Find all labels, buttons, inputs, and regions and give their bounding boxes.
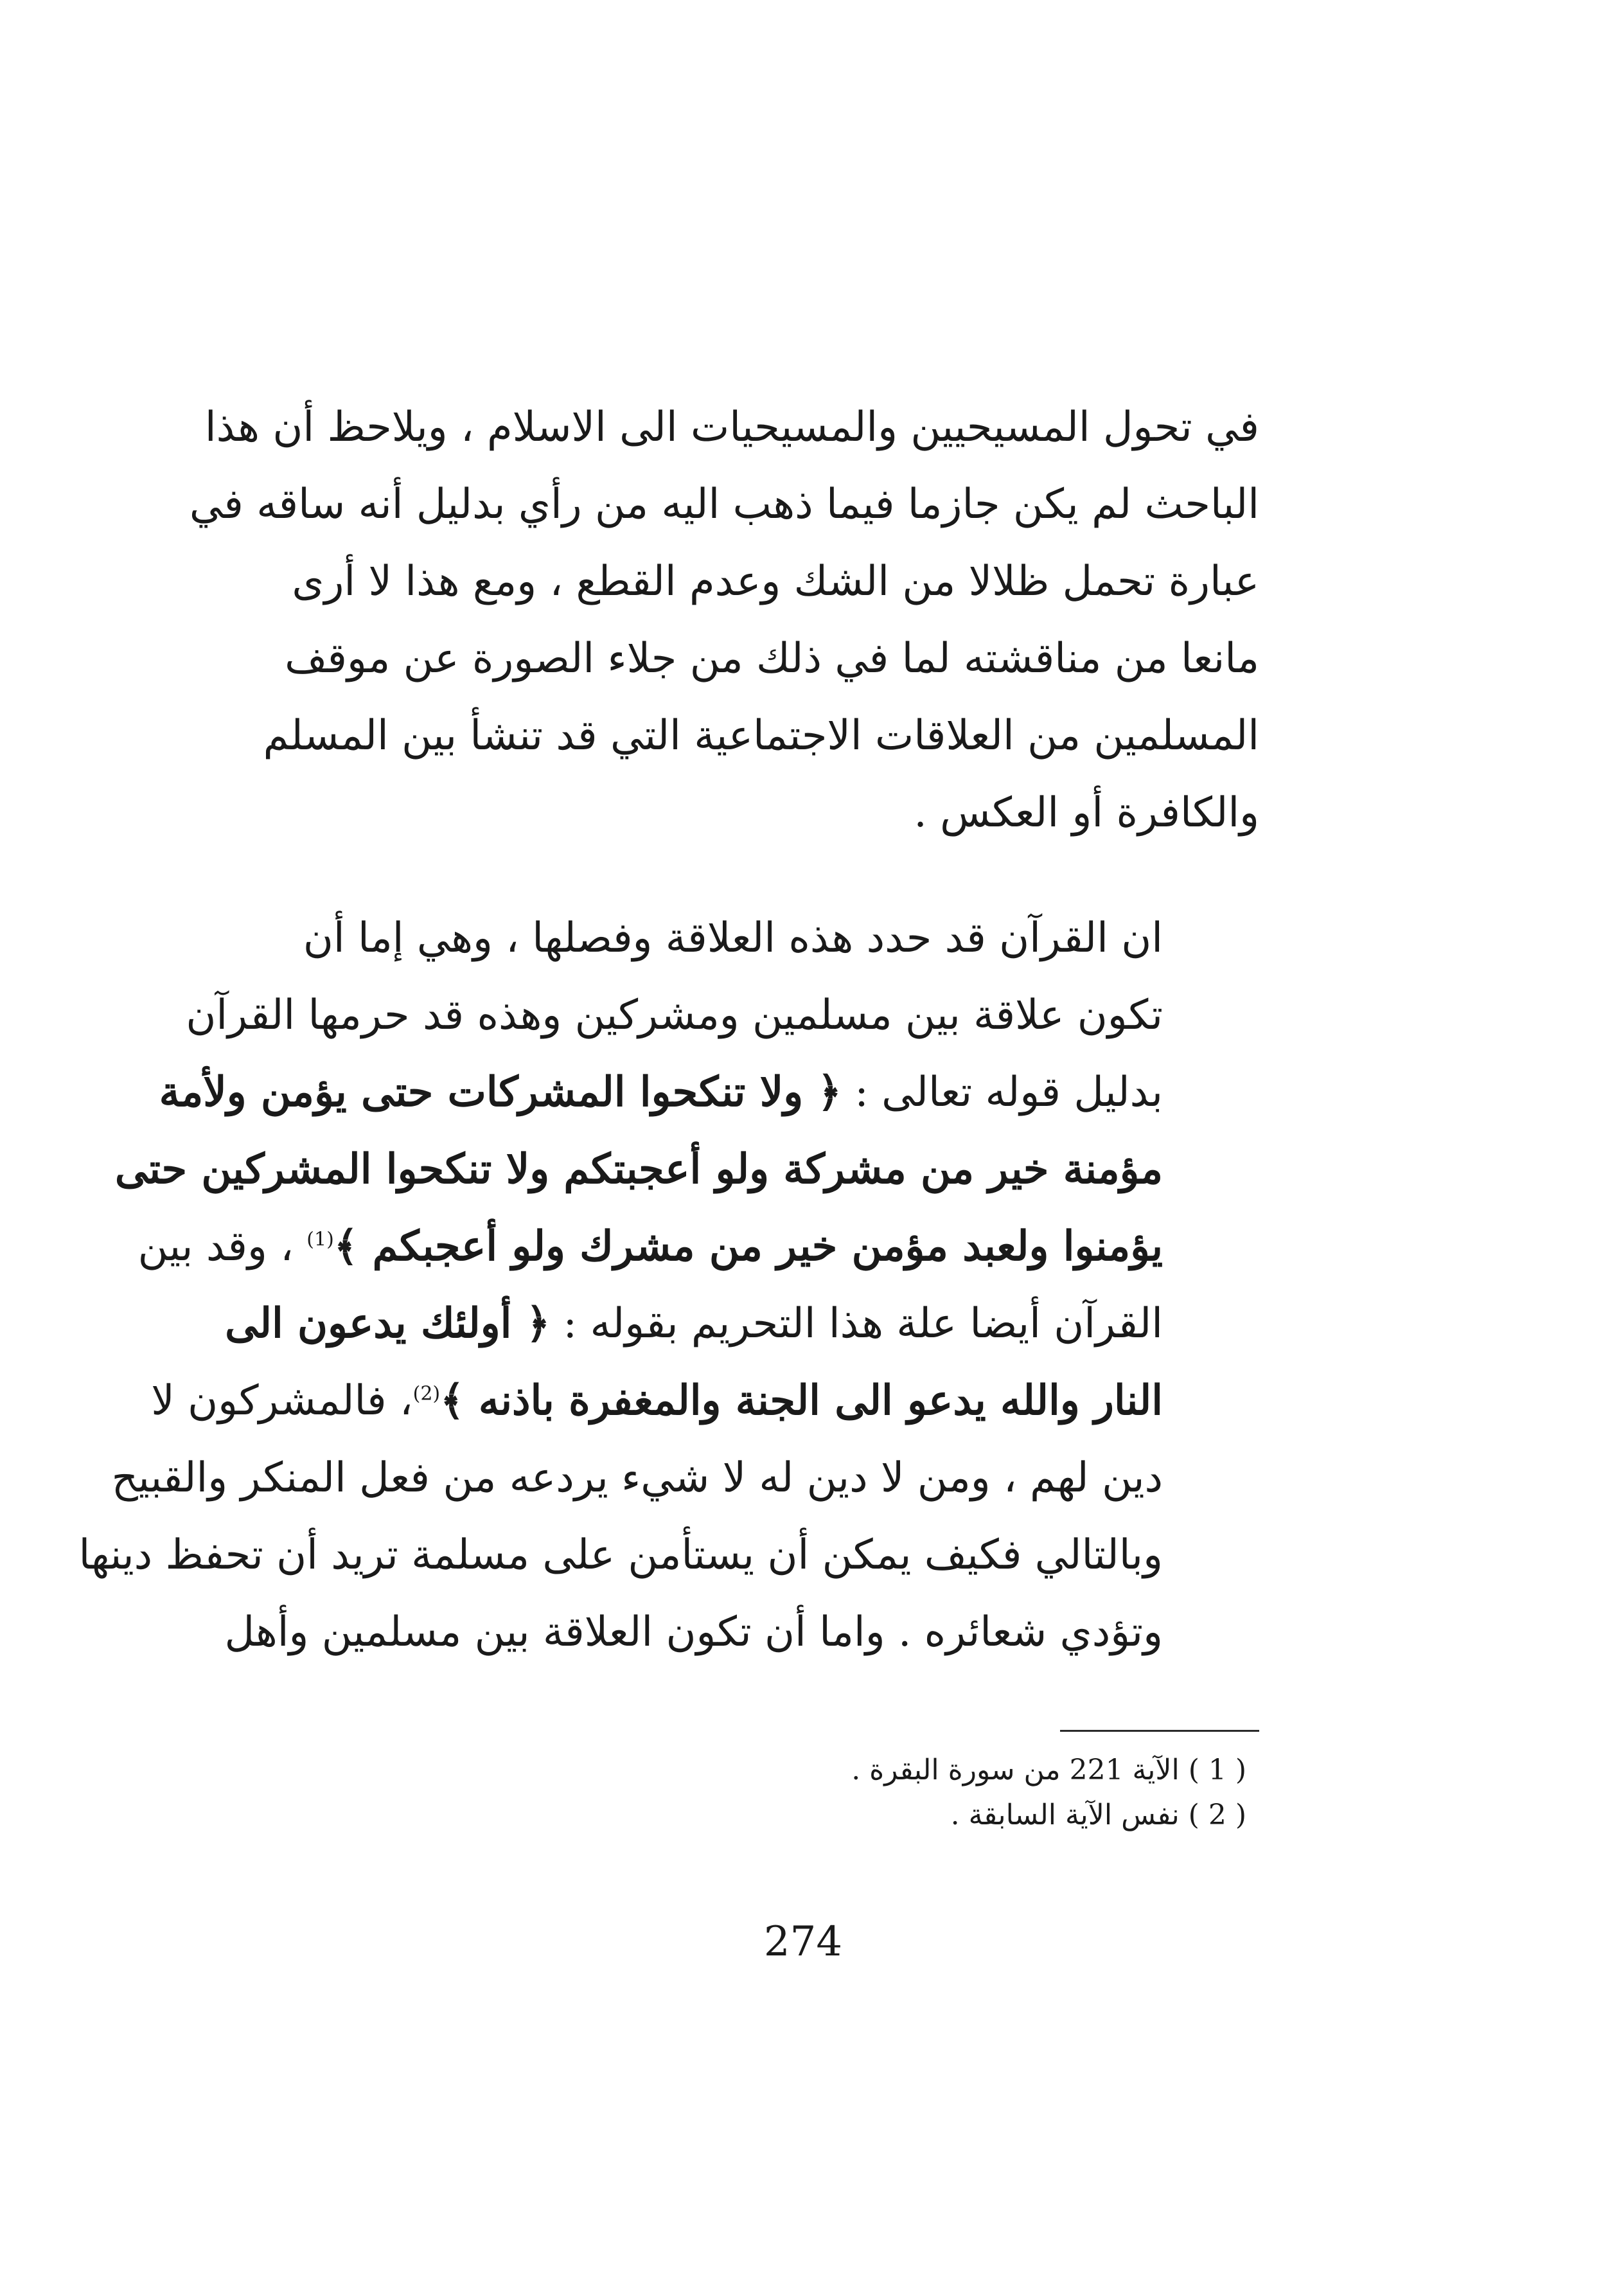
text-run: ، فالمشركون لا	[151, 1377, 413, 1425]
quran-quote: النار والله يدعو الى الجنة والمغفرة باذنه ﴾	[440, 1376, 1163, 1425]
paragraph-1	[189, 389, 1259, 851]
text-run: بدليل قوله تعالى :	[841, 1069, 1163, 1116]
text-line: مانعا من مناقشته لما في ذلك من جلاء الصورة عن موقف	[285, 635, 1259, 682]
text-line	[137, 1208, 1259, 1285]
footnote-2: ( 2 ) نفس الآية السابقة .	[950, 1799, 1246, 1831]
footnote-ref: (2)	[412, 1382, 441, 1405]
text-line: وبالتالي فكيف يمكن أن يستأمن على مسلمة تريد أن تحفظ دينها	[78, 1531, 1163, 1579]
text-run: القرآن أيضا علة هذا التحريم بقوله :	[550, 1300, 1163, 1348]
text-line: ان القرآن قد حدد هذه العلاقة وفصلها ، وهي إما أن	[303, 914, 1163, 962]
text-line: في تحول المسيحيين والمسيحيات الى الاسلام ، ويلاحظ أن هذا	[204, 404, 1259, 451]
paragraph-2	[78, 900, 1259, 1671]
text-line	[151, 1362, 1259, 1439]
text-line	[225, 1285, 1259, 1362]
text-line: المسلمين من العلاقات الاجتماعية التي قد تنشأ بين المسلم	[263, 712, 1259, 760]
text-line: دين لهم ، ومن لا دين له لا شيء يردعه من فعل المنكر والقبيح	[111, 1454, 1163, 1502]
text-line: عبارة تحمل ظلالا من الشك وعدم القطع ، ومع هذا لا أرى	[292, 558, 1259, 605]
text-line: والكافرة أو العكس .	[914, 789, 1259, 837]
text-line: وتؤدي شعائره . واما أن تكون العلاقة بين مسلمين وأهل	[224, 1608, 1163, 1656]
footnote-ref: (1)	[306, 1228, 334, 1251]
page-number: 274	[763, 1918, 843, 1966]
footnote-divider	[1060, 1730, 1259, 1732]
text-run: ، وقد بين	[137, 1223, 307, 1270]
quran-quote-line: مؤمنة خير من مشركة ولو أعجبتكم ولا تنكحوا المشركين حتى	[114, 1145, 1163, 1193]
text-line: الباحث لم يكن جازما فيما ذهب اليه من رأي بدليل أنه ساقه في	[189, 481, 1259, 528]
quran-quote: ﴿ أولئك يدعون الى	[225, 1299, 551, 1348]
text-line: تكون علاقة بين مسلمين ومشركين وهذه قد حرمها القرآن	[186, 992, 1163, 1039]
quran-quote: ﴿ ولا تنكحوا المشركات حتى يؤمن ولأمة	[159, 1068, 842, 1116]
footnotes	[668, 1748, 1246, 1838]
footnote-1: ( 1 ) الآية 221 من سورة البقرة .	[851, 1754, 1246, 1786]
text-line	[159, 1054, 1259, 1131]
quran-quote: يؤمنوا ولعبد مؤمن خير من مشرك ولو أعجبكم ﴾	[333, 1222, 1163, 1270]
